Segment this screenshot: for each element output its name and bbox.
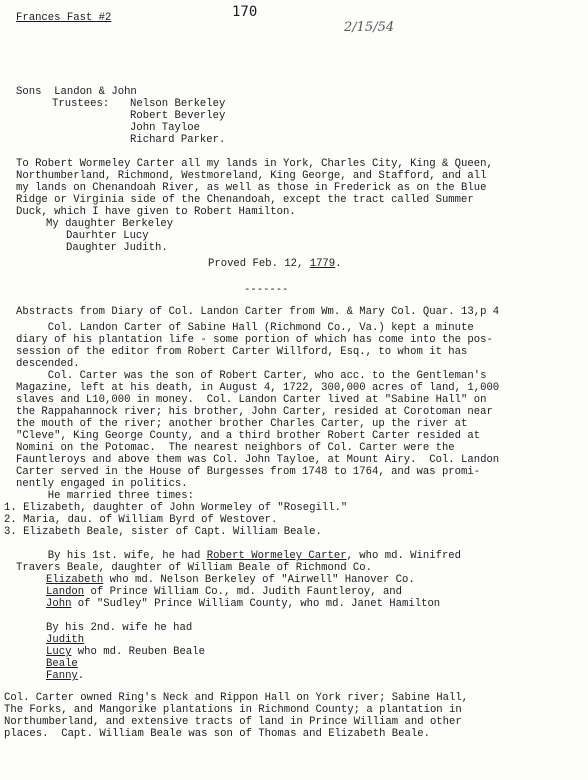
trustee-name: John Tayloe xyxy=(130,122,200,134)
paragraph-line: session of the editor from Robert Carter Willford, Esq., to whom it has xyxy=(16,346,468,358)
first-wife-intro: By his 1st. wife, he had xyxy=(16,550,207,562)
child-line xyxy=(46,586,402,598)
child-name-judith: Judith xyxy=(46,634,85,646)
closing-line: Col. Carter owned Ring's Neck and Rippon Hall on York river; Sabine Hall, xyxy=(4,692,469,704)
first-wife-line: Travers Beale, daughter of William Beale of Richmond Co. xyxy=(16,562,373,574)
closing-line: Northumberland, and extensive tracts of land in Prince William and other xyxy=(4,716,462,728)
child-name-beale: Beale xyxy=(46,658,78,670)
page-number: 170 xyxy=(232,4,258,20)
proved-year: 1779 xyxy=(309,258,336,270)
paragraph-line: Magazine, left at his death, in August 4, 1722, 300,000 acres of land, 1,000 xyxy=(16,382,500,394)
trustees-label: Trustees: xyxy=(52,98,110,110)
wife-item: 3. Elizabeth Beale, sister of Capt. William Beale. xyxy=(4,526,322,538)
daughter-line: My daughter Berkeley xyxy=(46,218,174,230)
paragraph-line: Carter served in the House of Burgesses from 1748 to 1764, and was promi- xyxy=(16,466,481,478)
child-detail: of Prince William Co., md. Judith Fauntleroy, and xyxy=(84,586,403,598)
child-name-landon: Landon xyxy=(46,586,85,598)
paragraph-line: slaves and L10,000 in money. Col. Landon Carter lived at "Sabine Hall" on xyxy=(16,394,487,406)
wife-item: 1. Elizabeth, daughter of John Wormeley of "Rosegill." xyxy=(4,502,348,514)
child-name-john: John xyxy=(46,598,72,610)
paragraph-line: nently engaged in politics. xyxy=(16,478,188,490)
paragraph-line: the mouth of the river; another brother Charles Carter, up the river at xyxy=(16,418,468,430)
second-wife-intro: By his 2nd. wife he had xyxy=(46,622,193,634)
paragraph-line: Nomini on the Potomac. The nearest neighbors of Col. Carter were the xyxy=(16,442,455,454)
daughter-line: Daurhter Lucy xyxy=(66,230,149,242)
paragraph-line: the Rappahannock river; his brother, John Carter, resided at Corotoman near xyxy=(16,406,493,418)
handwritten-date: 2/15/54 xyxy=(344,20,395,35)
document-title: Frances Fast #2 xyxy=(16,12,112,24)
child-name-lucy: Lucy xyxy=(46,646,72,658)
proved-suffix: . xyxy=(335,258,342,270)
paragraph-line: Col. Landon Carter of Sabine Hall (Richmond Co., Va.) kept a minute xyxy=(16,322,474,334)
first-wife-line xyxy=(16,550,461,562)
closing-line: places. Capt. William Beale was son of Thomas and Elizabeth Beale. xyxy=(4,728,430,740)
trustee-name: Nelson Berkeley xyxy=(130,98,226,110)
child-line xyxy=(46,574,415,586)
child-detail: who md. Nelson Berkeley of "Airwell" Hanover Co. xyxy=(103,574,415,586)
child-name-elizabeth: Elizabeth xyxy=(46,574,104,586)
paragraph-line: Fauntleroys and above them was Col. John Tayloe, at Mount Airy. Col. Landon xyxy=(16,454,500,466)
bequest-line: Northumberland, Richmond, Westmoreland, King George, and Stafford, and all xyxy=(16,170,487,182)
paragraph-line: diary of his plantation life - some portion of which has come into the pos- xyxy=(16,334,493,346)
paragraph-line: Col. Carter was the son of Robert Carter, who acc. to the Gentleman's xyxy=(16,370,487,382)
child-name-robert: Robert Wormeley Carter xyxy=(206,550,347,562)
trustee-name: Robert Beverley xyxy=(130,110,226,122)
wife-item: 2. Maria, dau. of William Byrd of Westover. xyxy=(4,514,278,526)
closing-line: The Forks, and Mangorike plantations in Richmond County; a plantation in xyxy=(4,704,462,716)
bequest-line: Duck, which I have given to Robert Hamilton. xyxy=(16,206,296,218)
paragraph-line: "Cleve", King George County, and a third brother Robert Carter resided at xyxy=(16,430,481,442)
child-line xyxy=(46,670,84,682)
daughter-line: Daughter Judith. xyxy=(66,242,168,254)
child-detail: of "Sudley" Prince William County, who md. Janet Hamilton xyxy=(71,598,441,610)
child-detail: , who md. Winifred xyxy=(346,550,462,562)
sons-line: Sons Landon & John xyxy=(16,86,137,98)
child-line xyxy=(46,598,440,610)
paragraph-line: descended. xyxy=(16,358,80,370)
trustee-name: Richard Parker. xyxy=(130,134,226,146)
bequest-line: To Robert Wormeley Carter all my lands in York, Charles City, King & Queen, xyxy=(16,158,493,170)
child-detail: . xyxy=(77,670,85,682)
section-separator: ------- xyxy=(244,284,289,296)
child-detail: who md. Reuben Beale xyxy=(71,646,205,658)
child-name-fanny: Fanny xyxy=(46,670,78,682)
proved-prefix: Proved Feb. 12, xyxy=(208,258,310,270)
bequest-line: Ridge or Virginia side of the Chenandoah, except the tract called Summer xyxy=(16,194,474,206)
bequest-line: my lands on Chenandoah River, as well as those in Frederick as on the Blue xyxy=(16,182,487,194)
child-line xyxy=(46,646,205,658)
proved-line xyxy=(208,258,342,270)
married-intro: He married three times: xyxy=(16,490,195,502)
abstract-heading: Abstracts from Diary of Col. Landon Carter from Wm. & Mary Col. Quar. 13,p 4 xyxy=(16,306,500,318)
